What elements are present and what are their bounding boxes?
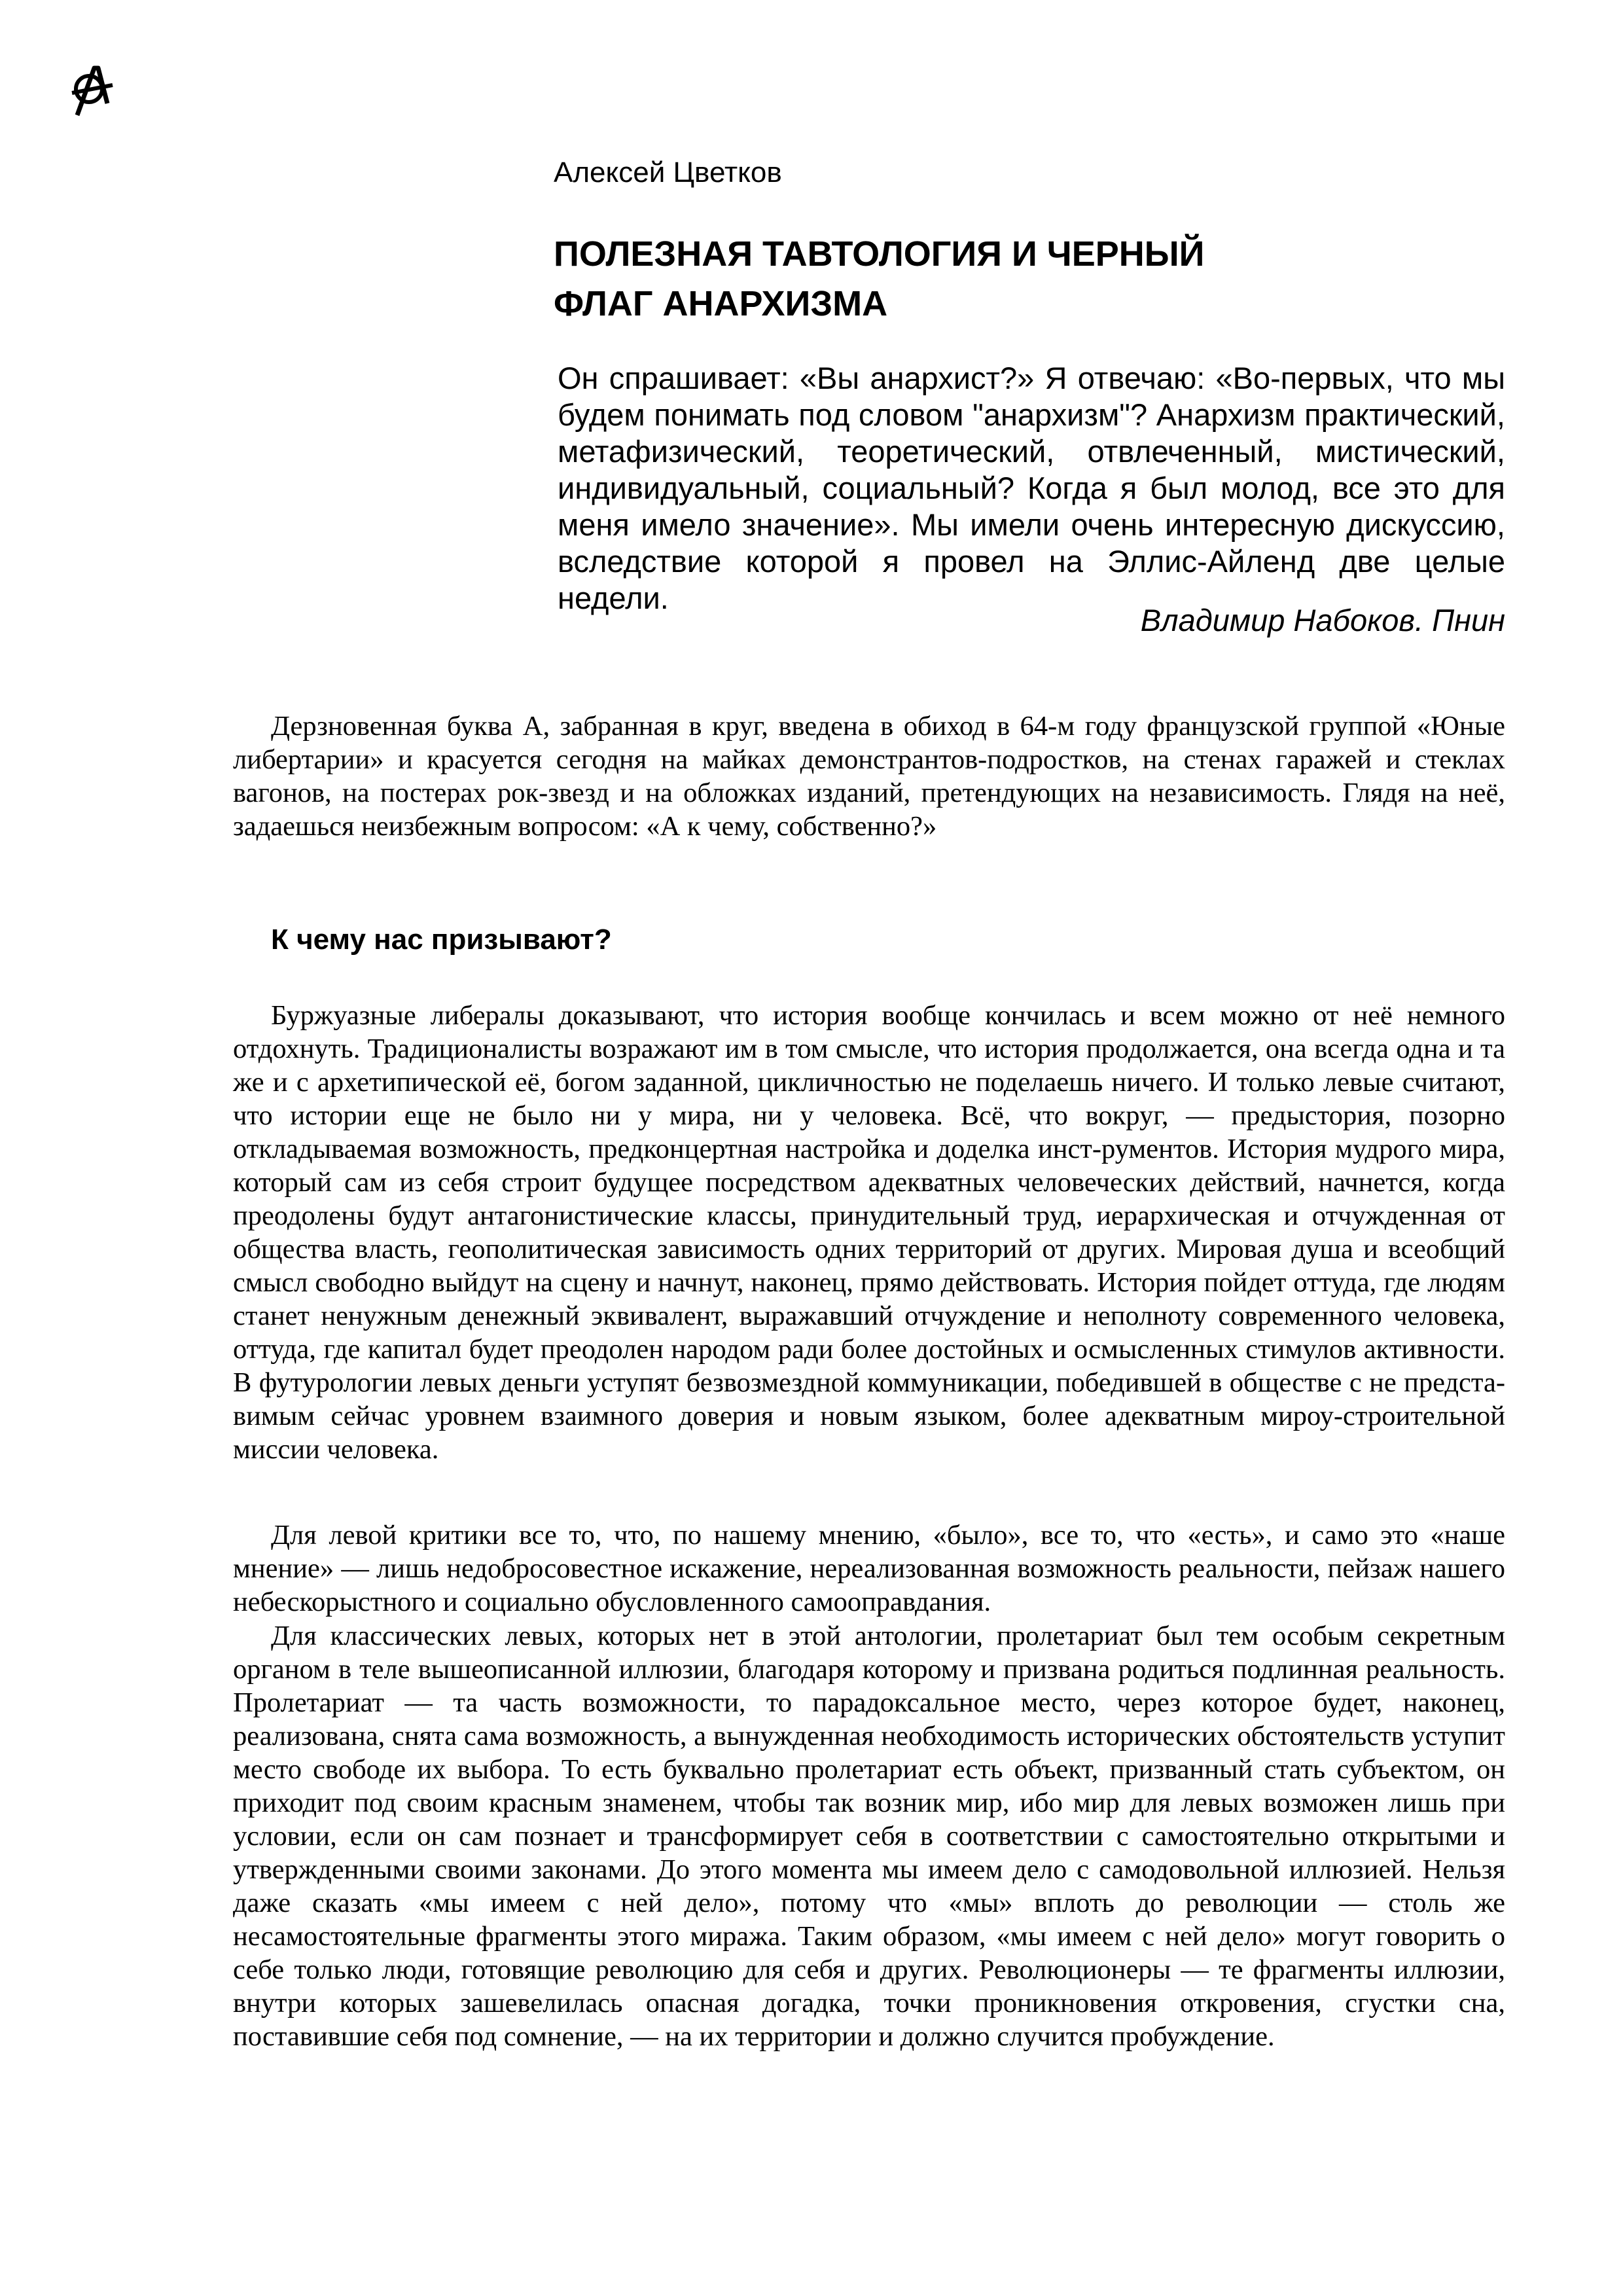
epigraph-source: Владимир Набоков. Пнин [1140, 603, 1505, 637]
author-name: Алексей Цветков [554, 156, 782, 188]
intro-paragraph: Дерзновенная буква А, забранная в круг, введена в обиход в 64-м году французской группой «Юные либертарии» и красуется сегодня на майках демонстрантов-подростков, на стенах гаражей и стеклах вагонов, на постерах рок-звезд и на обложках изданий, претендующих на независимость. Глядя на неё, задаешься неизбежным вопросом: «А к чему, собственно?» [233, 711, 1505, 842]
body-paragraph-2: Для левой критики все то, что, по нашему мнению, «было», все то, что «есть», и само это «наше мнение» — лишь недобросовестное искажение, нереализованная возможность реальности, пейзаж нашего небескорыстного и социально обусловленного самооправдания. [233, 1520, 1505, 1617]
section-heading: К чему нас призывают? [271, 924, 612, 956]
body-paragraph-1: Буржуазные либералы доказывают, что история вообще кончилась и всем можно от неё немного отдохнуть. Традиционалисты возражают им в том смысле, что история продолжается, она всегда одна и та же и с архетипической её, богом заданной, цикличностью не поделаешь ничего. И только левые считают, что истории еще не было ни у мира, ни у человека. Всё, что вокруг, — предыстория, позорно откладываемая возможность, предконцертная настройка и доделка инст-рументов. История мудрого мира, который сам из себя строит будущее посредством адекватных человеческих действий, начнется, когда преодолены будут антагонистические классы, принудительный труд, иерархическая и отчужденная от общества власть, геополитическая зависимость одних территорий от других. Мировая душа и всеобщий смысл свободно выйдут на сцену и начнут, наконец, прямо действовать. История пойдет оттуда, где людям станет ненужным денежный эквивалент, выражавший отчуждение и неполноту современного человека, оттуда, где капитал будет преодолен народом ради более достойных и осмысленных стимулов активности. В футурологии левых деньги уступят безвозмездной коммуникации, победившей в обществе с не предста-вимым сейчас уровнем взаимного доверия и новым языком, более адекватным мироу-строительной миссии человека. [233, 1000, 1505, 1465]
title-line-2: ФЛАГ АНАРХИЗМА [554, 284, 888, 323]
article-title [554, 229, 1404, 329]
body-paragraph-3: Для классических левых, которых нет в этой антологии, пролетариат был тем особым секретным органом в теле вышеописанной иллюзии, благодаря которому и призвана родиться подлинная реальность. Пролетариат — та часть возможности, то парадоксальное место, через которое будет, наконец, реализована, снята сама возможность, а вынужденная необходимость исторических обстоятельств уступит место свободе их выбора. То есть буквально пролетариат есть объект, призванный стать субъектом, он приходит под своим красным знаменем, чтобы так возник мир, ибо мир для левых возможен лишь при условии, если он сам познает и трансформирует себя в соответствии с самостоятельно открытыми и утвержденными своими законами. До этого момента мы имеем дело с самодовольной иллюзией. Нельзя даже сказать «мы имеем с ней дело», потому что «мы» вплоть до революции — столь же несамостоятельные фрагменты этого миража. Таким образом, «мы имеем с ней дело» могут говорить о себе только люди, готовящие революцию для себя и других. Революционеры — те фрагменты иллюзии, внутри которых зашевелилась опасная догадка, точки проникновения откровения, сгустки сна, поставившие себя под сомнение, — на их территории и должно случится пробуждение. [233, 1621, 1505, 2052]
epigraph-quote: Он спрашивает: «Вы анархист?» Я отвечаю: «Во-первых, что мы будем понимать под словом "анархизм"? Анархизм практический, метафизический, теоретический, отвлеченный, мистический, индивидуальный, социальный? Когда я был молод, все это для меня имело значение». Мы имели очень интересную дискуссию, вследствие которой я провел на Эллис-Айленд две целые недели. [558, 361, 1505, 615]
anarchy-a-circle-icon [69, 64, 115, 117]
title-line-1: ПОЛЕЗНАЯ ТАВТОЛОГИЯ И ЧЕРНЫЙ [554, 234, 1205, 274]
